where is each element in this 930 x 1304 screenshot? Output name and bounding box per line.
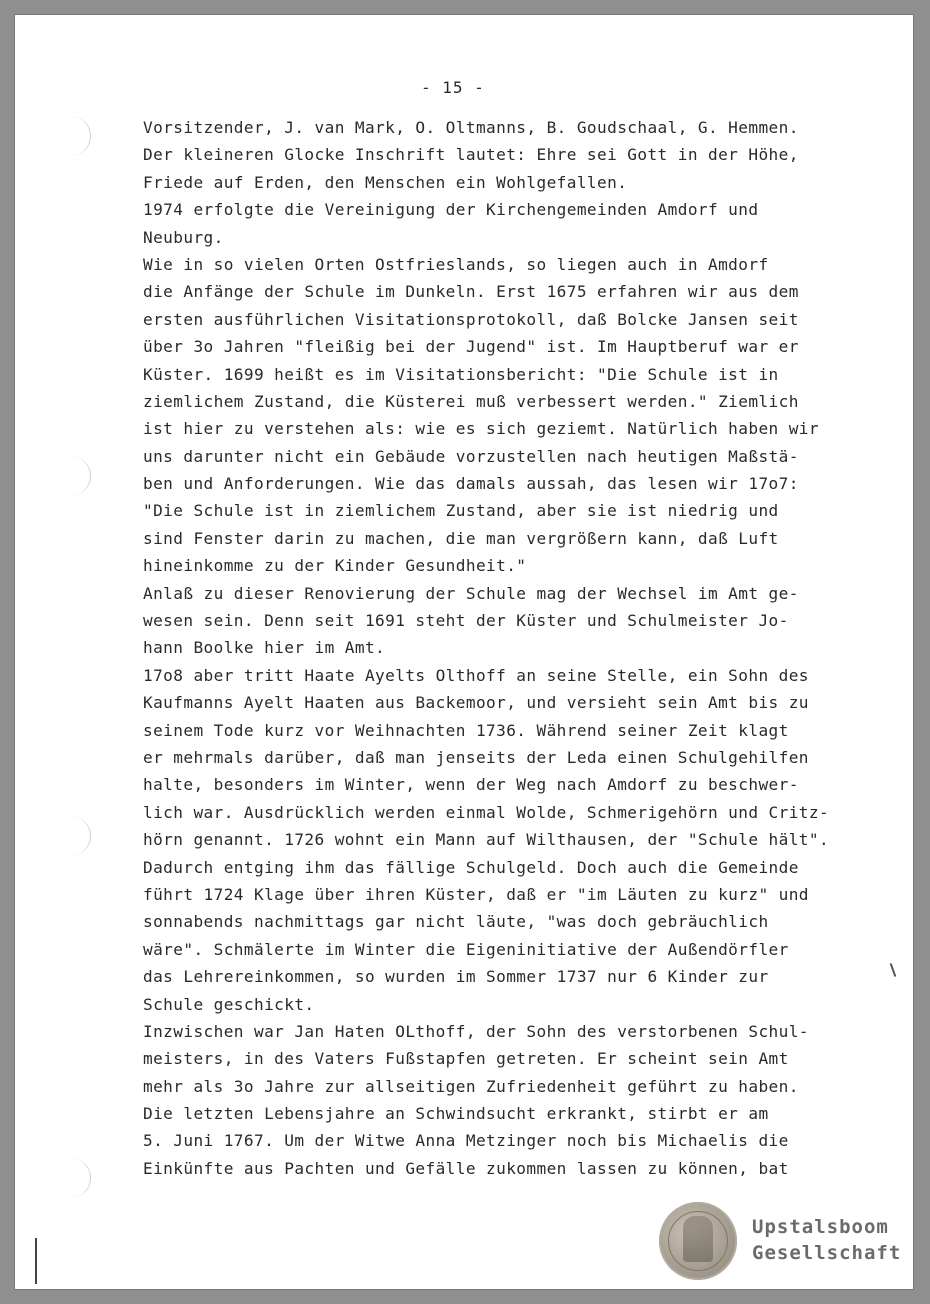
text-line: führt 1724 Klage über ihren Küster, daß er "im Läuten zu kurz" und: [143, 884, 809, 904]
text-line: meisters, in des Vaters Fußstapfen getreten. Er scheint sein Amt: [143, 1049, 789, 1069]
text-line: hann Boolke hier im Amt.: [143, 638, 386, 658]
text-line: ziemlichem Zustand, die Küsterei muß verbessert werden." Ziemlich: [143, 391, 799, 411]
watermark-line-1: Upstalsboom: [752, 1216, 889, 1238]
text-line: ben und Anforderungen. Wie das damals aussah, das lesen wir 17o7:: [143, 474, 799, 494]
text-line: 5. Juni 1767. Um der Witwe Anna Metzinger noch bis Michaelis die: [143, 1131, 789, 1151]
text-line: sind Fenster darin zu machen, die man vergrößern kann, daß Luft: [143, 528, 779, 548]
text-line: seinem Tode kurz vor Weihnachten 1736. Während seiner Zeit klagt: [143, 720, 789, 740]
text-line: halte, besonders im Winter, wenn der Weg nach Amdorf zu beschwer-: [143, 775, 799, 795]
seal-figure: [683, 1216, 713, 1262]
text-line: er mehrmals darüber, daß man jenseits der Leda einen Schulgehilfen: [143, 747, 809, 767]
watermark-line-2: Gesellschaft: [752, 1242, 902, 1264]
text-line: Einkünfte aus Pachten und Gefälle zukommen lassen zu können, bat: [143, 1158, 789, 1178]
text-line: über 3o Jahren "fleißig bei der Jugend" ist. Im Hauptberuf war er: [143, 337, 799, 357]
text-line: die Anfänge der Schule im Dunkeln. Erst 1675 erfahren wir aus dem: [143, 282, 799, 302]
text-line: wäre". Schmälerte im Winter die Eigeninitiative der Außendörfler: [143, 939, 789, 959]
text-line: Friede auf Erden, den Menschen ein Wohlgefallen.: [143, 172, 628, 192]
text-line: das Lehrereinkommen, so wurden im Sommer 1737 nur 6 Kinder zur: [143, 967, 769, 987]
text-line: Küster. 1699 heißt es im Visitationsbericht: "Die Schule ist in: [143, 364, 779, 384]
text-line: Schule geschickt.: [143, 994, 315, 1014]
text-line: Kaufmanns Ayelt Haaten aus Backemoor, und versieht sein Amt bis zu: [143, 693, 809, 713]
text-line: 1974 erfolgte die Vereinigung der Kirchengemeinden Amdorf und: [143, 200, 759, 220]
watermark-brand: [752, 1214, 901, 1266]
text-line: lich war. Ausdrücklich werden einmal Wolde, Schmerigehörn und Critz-: [143, 802, 830, 822]
text-line: uns darunter nicht ein Gebäude vorzustellen nach heutigen Maßstä-: [143, 446, 799, 466]
text-line: ist hier zu verstehen als: wie es sich geziemt. Natürlich haben wir: [143, 419, 819, 439]
text-line: hineinkomme zu der Kinder Gesundheit.": [143, 556, 527, 576]
text-line: mehr als 3o Jahre zur allseitigen Zufriedenheit geführt zu haben.: [143, 1076, 799, 1096]
text-line: Vorsitzender, J. van Mark, O. Oltmanns, B. Goudschaal, G. Hemmen.: [143, 118, 799, 137]
upstalsboom-seal-icon: [659, 1202, 737, 1280]
text-line: "Die Schule ist in ziemlichem Zustand, aber sie ist niedrig und: [143, 501, 779, 521]
text-line: Wie in so vielen Orten Ostfrieslands, so liegen auch in Amdorf: [143, 254, 769, 274]
text-line: Dadurch entging ihm das fällige Schulgeld. Doch auch die Gemeinde: [143, 857, 799, 877]
text-line: hörn genannt. 1726 wohnt ein Mann auf Wilthausen, der "Schule hält".: [143, 830, 830, 850]
body-text: [143, 114, 883, 1182]
page-number: - 15 -: [421, 78, 485, 97]
margin-mark: [35, 1238, 37, 1284]
text-line: Der kleineren Glocke Inschrift lautet: Ehre sei Gott in der Höhe,: [143, 145, 799, 165]
text-line: ersten ausführlichen Visitationsprotokoll, daß Bolcke Jansen seit: [143, 309, 799, 329]
text-line: wesen sein. Denn seit 1691 steht der Küster und Schulmeister Jo-: [143, 611, 789, 631]
text-line: Inzwischen war Jan Haten OLthoff, der Sohn des verstorbenen Schul-: [143, 1021, 809, 1041]
text-line: sonnabends nachmittags gar nicht läute, "was doch gebräuchlich: [143, 912, 769, 932]
text-line: 17o8 aber tritt Haate Ayelts Olthoff an seine Stelle, ein Sohn des: [143, 665, 809, 685]
text-line: Die letzten Lebensjahre an Schwindsucht erkrankt, stirbt er am: [143, 1104, 769, 1124]
text-line: Neuburg.: [143, 227, 224, 247]
text-line: Anlaß zu dieser Renovierung der Schule mag der Wechsel im Amt ge-: [143, 583, 799, 603]
